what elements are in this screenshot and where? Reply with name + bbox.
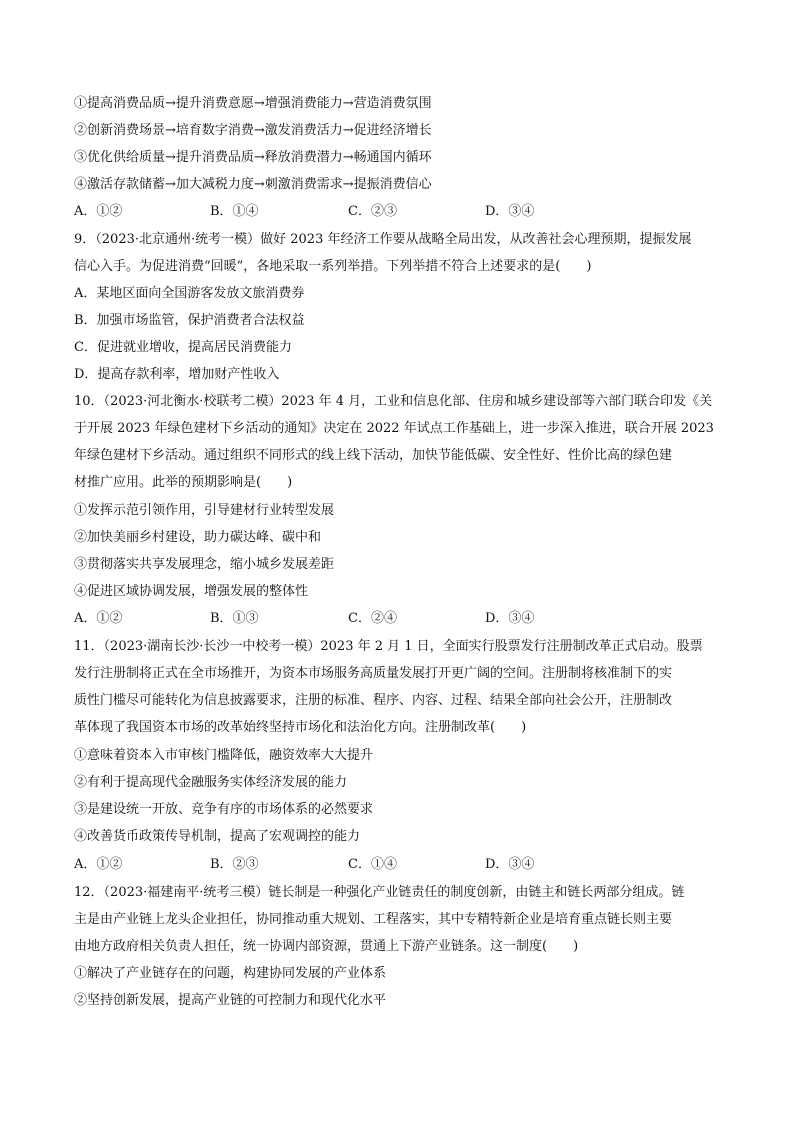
q11-stem-line-4: 革体现了我国资本市场的改革始终坚持市场化和法治化方向。注册制改革( ) [74,720,527,735]
q12-stem-line-3: 由地方政府相关负责人担任，统一协调内部资源，贯通上下游产业链条。这一制度( ) [74,939,579,954]
q11-option-c[interactable]: C．①④ [348,857,397,872]
q11-item-2: ②有利于提高现代金融服务实体经济发展的能力 [74,775,348,790]
q9-choice-a[interactable]: A．某地区面向全国游客发放文旅消费券 [74,286,305,301]
q10-item-4: ④促进区域协调发展，增强发展的整体性 [74,584,309,599]
q11-stem-line-2: 发行注册制将正式在全市场推开，为资本市场服务高质量发展打开更广阔的空间。注册制将核准制下的实 [74,666,673,681]
q11-stem-line-1: 11．（2023·湖南长沙·长沙一中校考一模）2023 年 2 月 1 日，全面实行股票发行注册制改革正式启动。股票 [74,639,703,654]
q8-option-a[interactable]: A．①② [74,204,123,219]
q9-choice-c[interactable]: C．促进就业增收，提高居民消费能力 [74,340,292,355]
q9-stem-line-1: 9．（2023·北京通州·统考一模）做好 2023 年经济工作要从战略全局出发，从改善社会心理预期，提振发展 [74,232,692,247]
q10-option-b[interactable]: B．①③ [210,611,259,626]
q8-option-c[interactable]: C．②③ [348,204,397,219]
q12-stem-line-1: 12．（2023·福建南平·统考三模）链长制是一种强化产业链责任的制度创新，由链主和链长两部分组成。链 [74,885,685,900]
q11-stem-line-3: 质性门槛尽可能转化为信息披露要求，注册的标准、程序、内容、过程、结果全部向社会公开，注册制改 [74,693,673,708]
q11-option-a[interactable]: A．①② [74,857,123,872]
q8-item-1: ①提高消费品质→提升消费意愿→增强消费能力→营造消费氛围 [74,96,432,111]
q10-stem-line-1: 10．（2023·河北衡水·校联考二模）2023 年 4 月，工业和信息化部、住房和城乡建设部等六部门联合印发《关 [74,394,713,409]
q9-choice-d[interactable]: D．提高存款利率，增加财产性收入 [74,367,280,382]
q11-option-d[interactable]: D．③④ [485,857,535,872]
q9-choice-b[interactable]: B．加强市场监管，保护消费者合法权益 [74,313,305,328]
q10-item-1: ①发挥示范引领作用，引导建材行业转型发展 [74,503,335,518]
q8-item-2: ②创新消费场景→培育数字消费→激发消费活力→促进经济增长 [74,123,432,138]
q12-stem-line-2: 主是由产业链上龙头企业担任，协同推动重大规划、工程落实，其中专精特新企业是培育重点链长则主要 [74,912,673,927]
q10-item-2: ②加快美丽乡村建设，助力碳达峰、碳中和 [74,530,322,545]
q10-options [74,610,724,628]
q8-item-4: ④激活存款储蓄→加大减税力度→刺激消费需求→提振消费信心 [74,177,432,192]
q10-option-c[interactable]: C．②④ [348,611,397,626]
q8-option-b[interactable]: B．①④ [210,204,259,219]
q12-item-1: ①解决了产业链存在的问题，构建协同发展的产业体系 [74,966,387,981]
q9-stem-line-2: 信心入手。为促进消费“回暖”，各地采取一系列举措。下列举措不符合上述要求的是( ) [74,259,592,274]
q8-option-d[interactable]: D．③④ [485,204,535,219]
q11-option-b[interactable]: B．②③ [210,857,259,872]
q10-stem-line-2: 于开展 2023 年绿色建材下乡活动的通知》决定在 2022 年试点工作基础上，进一步深入推进，联合开展 2023 [74,421,714,436]
q11-item-3: ③是建设统一开放、竞争有序的市场体系的必然要求 [74,802,374,817]
q8-options [74,203,724,221]
q11-item-4: ④改善货币政策传导机制，提高了宏观调控的能力 [74,829,361,844]
q12-item-2: ②坚持创新发展，提高产业链的可控制力和现代化水平 [74,993,387,1008]
q10-option-a[interactable]: A．①② [74,611,123,626]
q11-options [74,856,724,874]
q11-item-1: ①意味着资本入市审核门槛降低，融资效率大大提升 [74,748,374,763]
q10-stem-line-3: 年绿色建材下乡活动。通过组织不同形式的线上线下活动，加快节能低碳、安全性好、性价比高的绿色建 [74,448,673,463]
q8-item-3: ③优化供给质量→提升消费品质→释放消费潜力→畅通国内循环 [74,150,432,165]
q10-option-d[interactable]: D．③④ [485,611,535,626]
q10-item-3: ③贯彻落实共享发展理念，缩小城乡发展差距 [74,557,335,572]
q10-stem-line-4: 材推广应用。此举的预期影响是( ) [74,475,293,490]
